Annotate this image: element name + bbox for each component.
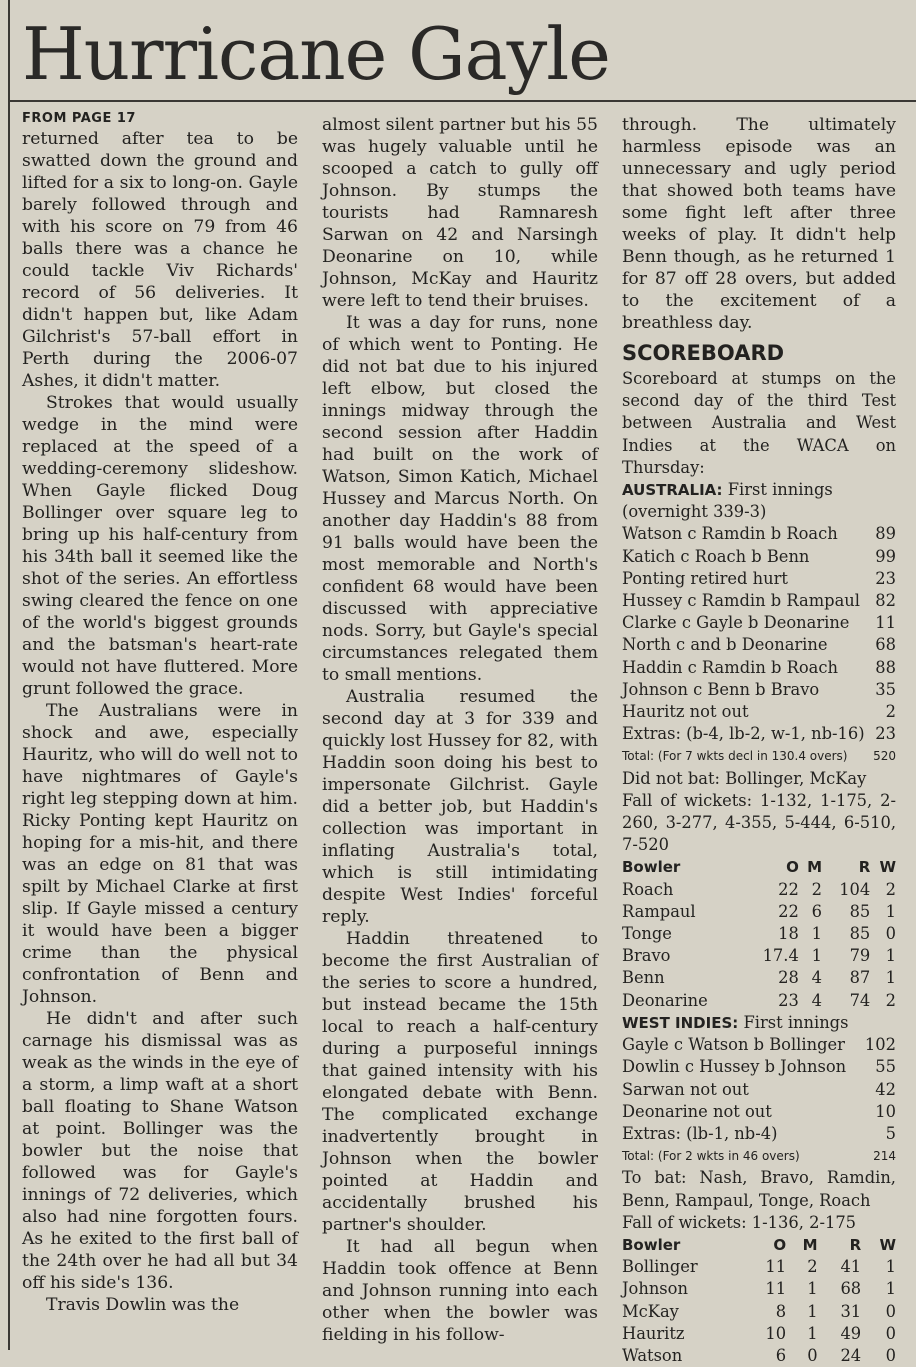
bowling-row xyxy=(622,923,896,945)
bowling-header-wickets: W xyxy=(879,1235,896,1254)
batsman-runs: 2 xyxy=(885,702,896,722)
bowling-maidens: 4 xyxy=(811,968,823,988)
bowling-bowler: Johnson xyxy=(622,1279,688,1299)
bowling-row xyxy=(622,1278,896,1300)
innings-label: First innings xyxy=(727,480,833,500)
batting-row xyxy=(622,612,896,634)
bowling-overs: 11 xyxy=(765,1279,787,1299)
bowling-bowler: Tonge xyxy=(622,924,672,944)
batting-row xyxy=(622,1034,896,1056)
bowling-header-row xyxy=(622,1234,896,1256)
to-bat: To bat: Nash, Bravo, Ramdin, Benn, Rampaul, Tonge, Roach xyxy=(622,1168,896,1210)
bowling-wickets: 1 xyxy=(885,901,896,921)
bowling-header-runs: R xyxy=(849,1235,862,1254)
article-column-1 xyxy=(22,112,298,1316)
batsman-runs: 55 xyxy=(875,1057,896,1077)
bowling-bowler: Watson xyxy=(622,1345,683,1365)
bowling-header-maidens: M xyxy=(807,858,823,877)
bowling-overs: 22 xyxy=(778,879,799,899)
wi-bowling-table xyxy=(622,1234,896,1367)
bowling-wickets: 1 xyxy=(885,1279,896,1299)
team-name: WEST INDIES: xyxy=(622,1013,739,1032)
paragraph: The Australians were in shock and awe, especially Hauritz, who will do well not to have nightmares of Gayle's right leg stepping down at him. Ricky Ponting kept Hauritz on hoping for a mis-hit, and there was an edge on 81 that was spilt by Michael Clarke at first slip. If Gayle missed a century it would have been a bigger crime than the physical confrontation of Benn and Johnson. xyxy=(22,701,298,1007)
aus-bowling-table xyxy=(622,856,896,1011)
bowling-overs: 10 xyxy=(765,1323,787,1343)
aus-innings-heading xyxy=(622,479,896,501)
innings-label: First innings xyxy=(743,1012,849,1032)
batting-row xyxy=(622,679,896,701)
wi-batting-list xyxy=(622,1034,896,1123)
batsman-dismissal: Watson c Ramdin b Roach xyxy=(622,524,838,544)
paragraph: Haddin threatened to become the first Australian of the series to score a hundred, but instead became the 15th local to reach a half-century during a purposeful innings that gained intensity with his elongated debate with Benn. The complicated exchange inadvertently brought in Johnson when the bowler pointed at Haddin and accidentally brushed his partner's shoulder. xyxy=(322,929,598,1235)
batsman-dismissal: North c and b Deonarine xyxy=(622,635,828,655)
bowling-header-overs: O xyxy=(786,858,799,877)
bowling-runs: 41 xyxy=(840,1257,862,1277)
bowling-runs: 85 xyxy=(849,924,871,944)
paragraph: It was a day for runs, none of which went to Ponting. He did not bat due to his injured left elbow, but closed the innings midway through the second session after Haddin had built on the work of Watson, Simon Katich, Michael Hussey and Marcus North. On another day Haddin's 88 from 91 balls would have been the most memorable and North's confident 68 would have been discussed with appreciative nods. Sorry, but Gayle's special circumstances relegated them to small mentions. xyxy=(322,313,598,685)
bowling-header-maidens: M xyxy=(802,1235,818,1254)
batsman-runs: 102 xyxy=(864,1035,896,1055)
bowling-maidens: 2 xyxy=(811,879,823,899)
bowling-bowler: Bollinger xyxy=(622,1257,698,1277)
extras-label: Extras: (b-4, lb-2, w-1, nb-16) xyxy=(622,724,865,744)
bowling-wickets: 1 xyxy=(885,1257,896,1277)
bowling-maidens: 1 xyxy=(807,1279,818,1299)
bowling-maidens: 4 xyxy=(811,990,823,1010)
bowling-maidens: 1 xyxy=(811,946,823,966)
overnight-score: (overnight 339-3) xyxy=(622,502,767,522)
bowling-wickets: 0 xyxy=(885,1301,896,1321)
extras-label: Extras: (lb-1, nb-4) xyxy=(622,1123,778,1143)
scoreboard-heading: SCOREBOARD xyxy=(622,341,785,365)
scoreboard-intro: Scoreboard at stumps on the second day of the third Test between Australia and West Indies at the WACA on Thursday: xyxy=(622,369,896,477)
bowling-header-bowler: Bowler xyxy=(622,858,681,877)
bowling-row xyxy=(622,1301,896,1323)
batsman-dismissal: Gayle c Watson b Bollinger xyxy=(622,1035,845,1055)
batting-row xyxy=(622,568,896,590)
paragraph: Strokes that would usually wedge in the mind were replaced at the speed of a wedding-ceremony slideshow. When Gayle flicked Doug Bollinger over square leg to bring up his half-century from his 34th ball it seemed like the shot of the series. An effortless swing cleared the fence on one of the world's biggest grounds and the batsman's heart-rate would not have fluttered. More grunt followed the grace. xyxy=(22,393,298,699)
batsman-dismissal: Hauritz not out xyxy=(622,702,749,722)
batsman-dismissal: Katich c Roach b Benn xyxy=(622,546,810,566)
bowling-runs: 49 xyxy=(840,1323,862,1343)
paragraph: He didn't and after such carnage his dismissal was as weak as the winds in the eye of a storm, a limp waft at a short ball floating to Shane Watson at point. Bollinger was the bowler but the noise that followed was for Gayle's innings of 72 deliveries, which also had nine forgotten fours. As he exited to the first ball of the 24th over he had all but 34 off his side's 136. xyxy=(22,1009,298,1293)
bowling-runs: 74 xyxy=(849,990,871,1010)
headline-rule xyxy=(10,100,916,102)
batsman-dismissal: Hussey c Ramdin b Rampaul xyxy=(622,591,860,611)
fall-of-wickets: Fall of wickets: 1-136, 2-175 xyxy=(622,1212,857,1232)
did-not-bat: Did not bat: Bollinger, McKay xyxy=(622,768,867,788)
article-column-3 xyxy=(622,114,896,1367)
bowling-bowler: Bravo xyxy=(622,946,671,966)
batsman-dismissal: Clarke c Gayle b Deonarine xyxy=(622,613,850,633)
batting-row xyxy=(622,590,896,612)
extras-row xyxy=(622,723,896,745)
batting-row xyxy=(622,1056,896,1078)
batsman-runs: 35 xyxy=(875,679,896,699)
batsman-runs: 23 xyxy=(875,568,896,588)
bowling-bowler: Roach xyxy=(622,879,674,899)
bowling-runs: 85 xyxy=(849,901,871,921)
batting-row xyxy=(622,523,896,545)
bowling-maidens: 6 xyxy=(811,901,823,921)
bowling-header-runs: R xyxy=(858,858,871,877)
batsman-dismissal: Haddin c Ramdin b Roach xyxy=(622,657,838,677)
aus-batting-list xyxy=(622,523,896,723)
paragraph: Travis Dowlin was the xyxy=(46,1295,240,1315)
batsman-runs: 68 xyxy=(875,635,896,655)
fall-of-wickets: Fall of wickets: 1-132, 1-175, 2-260, 3-277, 4-355, 5-444, 6-510, 7-520 xyxy=(622,790,896,855)
bowling-overs: 11 xyxy=(765,1257,787,1277)
bowling-overs: 18 xyxy=(778,924,799,944)
batsman-dismissal: Johnson c Benn b Bravo xyxy=(622,679,820,699)
batsman-dismissal: Ponting retired hurt xyxy=(622,568,788,588)
batsman-runs: 10 xyxy=(875,1101,896,1121)
bowling-runs: 87 xyxy=(849,968,871,988)
total-value: 520 xyxy=(873,749,896,764)
batsman-runs: 99 xyxy=(875,546,896,566)
total-label: Total: (For 7 wkts decl in 130.4 overs) xyxy=(622,749,848,764)
batsman-runs: 82 xyxy=(875,591,896,611)
continuation-kicker: FROM PAGE 17 xyxy=(22,111,136,126)
bowling-runs: 31 xyxy=(840,1301,862,1321)
bowling-row xyxy=(622,1323,896,1345)
batsman-dismissal: Deonarine not out xyxy=(622,1101,772,1121)
bowling-header-overs: O xyxy=(773,1235,787,1254)
paragraph: It had all begun when Haddin took offence at Benn and Johnson running into each other when the bowler was fielding in his follow- xyxy=(322,1237,598,1345)
bowling-overs: 6 xyxy=(775,1345,787,1365)
batting-row xyxy=(622,1079,896,1101)
bowling-row xyxy=(622,990,896,1012)
batting-row xyxy=(622,657,896,679)
total-value: 214 xyxy=(873,1149,896,1164)
bowling-overs: 8 xyxy=(775,1301,787,1321)
bowling-wickets: 2 xyxy=(885,879,896,899)
paragraph: almost silent partner but his 55 was hugely valuable until he scooped a catch to gully off Johnson. By stumps the tourists had Ramnaresh Sarwan on 42 and Narsingh Deonarine on 10, while Johnson, McKay and Hauritz were left to tend their bruises. xyxy=(322,115,598,311)
bowling-overs: 22 xyxy=(778,901,799,921)
bowling-runs: 79 xyxy=(849,946,871,966)
bowling-wickets: 2 xyxy=(885,990,896,1010)
bowling-maidens: 1 xyxy=(811,924,823,944)
bowling-runs: 68 xyxy=(840,1279,862,1299)
bowling-wickets: 0 xyxy=(885,924,896,944)
bowling-wickets: 1 xyxy=(885,946,896,966)
bowling-header-bowler: Bowler xyxy=(622,1235,681,1254)
bowling-bowler: Deonarine xyxy=(622,990,708,1010)
bowling-bowler: Hauritz xyxy=(622,1323,685,1343)
paragraph: Australia resumed the second day at 3 for 339 and quickly lost Hussey for 82, with Haddin soon doing his best to impersonate Gilchrist. Gayle did a better job, but Haddin's collection was important in inflating Australia's total, which is still intimidating despite West Indies' forceful reply. xyxy=(322,687,598,927)
total-row xyxy=(622,745,896,767)
bowling-row xyxy=(622,901,896,923)
batsman-runs: 42 xyxy=(875,1079,896,1099)
batting-row xyxy=(622,634,896,656)
batsman-dismissal: Sarwan not out xyxy=(622,1079,749,1099)
batsman-runs: 88 xyxy=(875,657,896,677)
extras-value: 23 xyxy=(875,724,896,744)
batsman-dismissal: Dowlin c Hussey b Johnson xyxy=(622,1057,847,1077)
bowling-wickets: 1 xyxy=(885,968,896,988)
extras-value: 5 xyxy=(885,1123,896,1143)
article-column-2 xyxy=(322,114,598,1346)
total-row xyxy=(622,1145,896,1167)
bowling-overs: 17.4 xyxy=(762,946,799,966)
bowling-maidens: 1 xyxy=(807,1323,818,1343)
bowling-runs: 104 xyxy=(839,879,871,899)
bowling-row xyxy=(622,967,896,989)
bowling-maidens: 2 xyxy=(807,1257,818,1277)
bowling-maidens: 0 xyxy=(807,1345,818,1365)
headline: Hurricane Gayle xyxy=(22,12,610,96)
bowling-row xyxy=(622,1345,896,1367)
bowling-runs: 24 xyxy=(840,1345,862,1365)
paragraph: through. The ultimately harmless episode was an unnecessary and ugly period that showed both teams have some fight left after three weeks of play. It didn't help Benn though, as he returned 1 for 87 off 28 overs, but added to the excitement of a breathless day. xyxy=(622,115,896,333)
extras-row xyxy=(622,1123,896,1145)
bowling-header-row xyxy=(622,856,896,878)
team-name: AUSTRALIA: xyxy=(622,481,723,500)
paragraph: returned after tea to be swatted down the ground and lifted for a six to long-on. Gayle barely followed through and with his score on 79 from 46 balls there was a chance he could tackle Viv Richards' record of 56 deliveries. It didn't happen but, like Adam Gilchrist's 57-ball effort in Perth during the 2006-07 Ashes, it didn't matter. xyxy=(22,129,298,391)
bowling-bowler: Rampaul xyxy=(622,901,696,921)
bowling-row xyxy=(622,1256,896,1278)
batting-row xyxy=(622,546,896,568)
batsman-runs: 11 xyxy=(875,613,896,633)
bowling-row xyxy=(622,879,896,901)
batting-row xyxy=(622,1101,896,1123)
bowling-row xyxy=(622,945,896,967)
wi-innings-heading xyxy=(622,1012,896,1034)
bowling-bowler: McKay xyxy=(622,1301,679,1321)
bowling-wickets: 0 xyxy=(885,1323,896,1343)
bowling-header-wickets: W xyxy=(879,858,896,877)
scoreboard xyxy=(622,368,896,1367)
bowling-wickets: 0 xyxy=(885,1345,896,1365)
bowling-bowler: Benn xyxy=(622,968,665,988)
bowling-overs: 23 xyxy=(778,990,799,1010)
batsman-runs: 89 xyxy=(875,524,896,544)
bowling-maidens: 1 xyxy=(807,1301,818,1321)
total-label: Total: (For 2 wkts in 46 overs) xyxy=(622,1149,800,1164)
left-column-rule xyxy=(8,0,10,1350)
bowling-overs: 28 xyxy=(778,968,799,988)
batting-row xyxy=(622,701,896,723)
